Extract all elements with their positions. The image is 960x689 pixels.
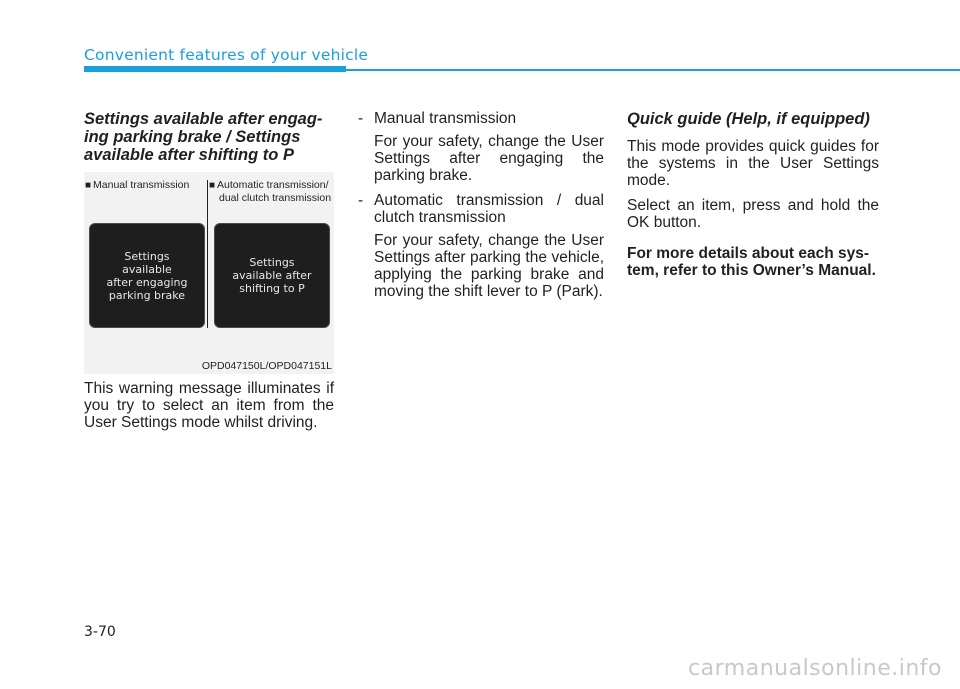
heading-quick-guide: Quick guide (Help, if equipped) bbox=[627, 110, 870, 128]
lcd-display-automatic: Settings available after shifting to P bbox=[214, 223, 330, 328]
square-bullet-icon: ■ bbox=[85, 180, 92, 191]
watermark: carmanualsonline.info bbox=[688, 656, 942, 681]
figure-label-manual: ■ Manual transmission bbox=[85, 179, 190, 191]
column-right bbox=[627, 110, 879, 279]
column-middle bbox=[356, 110, 604, 308]
figure-label-automatic: ■ Automatic transmission/ dual clutch transmission bbox=[209, 179, 332, 204]
section-title: Convenient features of your vehicle bbox=[84, 46, 369, 64]
warning-figure bbox=[84, 172, 334, 374]
list-item bbox=[356, 192, 604, 300]
list-item-title: Automatic transmission / dual clutch transmission bbox=[374, 192, 604, 226]
list-item-text: For your safety, change the User Settings after parking the vehicle, applying the parking brake and moving the shift lever to P (Park). bbox=[374, 232, 604, 300]
header-rule bbox=[346, 69, 960, 71]
quick-guide-para-2: Select an item, press and hold the OK button. bbox=[627, 197, 879, 231]
body-warning-message: This warning message illuminates if you try to select an item from the User Settings mode whilst driving. bbox=[84, 380, 334, 431]
owners-manual-note: For more details about each sys-tem, refer to this Owner’s Manual. bbox=[627, 245, 876, 279]
column-left-body bbox=[84, 380, 334, 439]
list-item-title: Manual transmission bbox=[374, 110, 517, 127]
dash-bullet: - bbox=[358, 110, 364, 127]
figure-divider bbox=[207, 180, 208, 328]
column-left bbox=[84, 110, 334, 178]
header-accent-bar bbox=[84, 66, 346, 72]
lcd-display-manual: Settings available after engaging parking brake bbox=[89, 223, 205, 328]
dash-bullet: - bbox=[358, 192, 364, 209]
quick-guide-para-1: This mode provides quick guides for the systems in the User Settings mode. bbox=[627, 138, 879, 189]
page-number: 3-70 bbox=[84, 624, 116, 640]
square-bullet-icon: ■ bbox=[209, 180, 216, 191]
list-item bbox=[356, 110, 604, 184]
figure-code: OPD047150L/OPD047151L bbox=[201, 360, 332, 372]
list-item-text: For your safety, change the User Settings after engaging the parking brake. bbox=[374, 133, 604, 184]
heading-settings-available: Settings available after engag-ing parking brake / Settings available after shifting to P bbox=[84, 110, 323, 164]
